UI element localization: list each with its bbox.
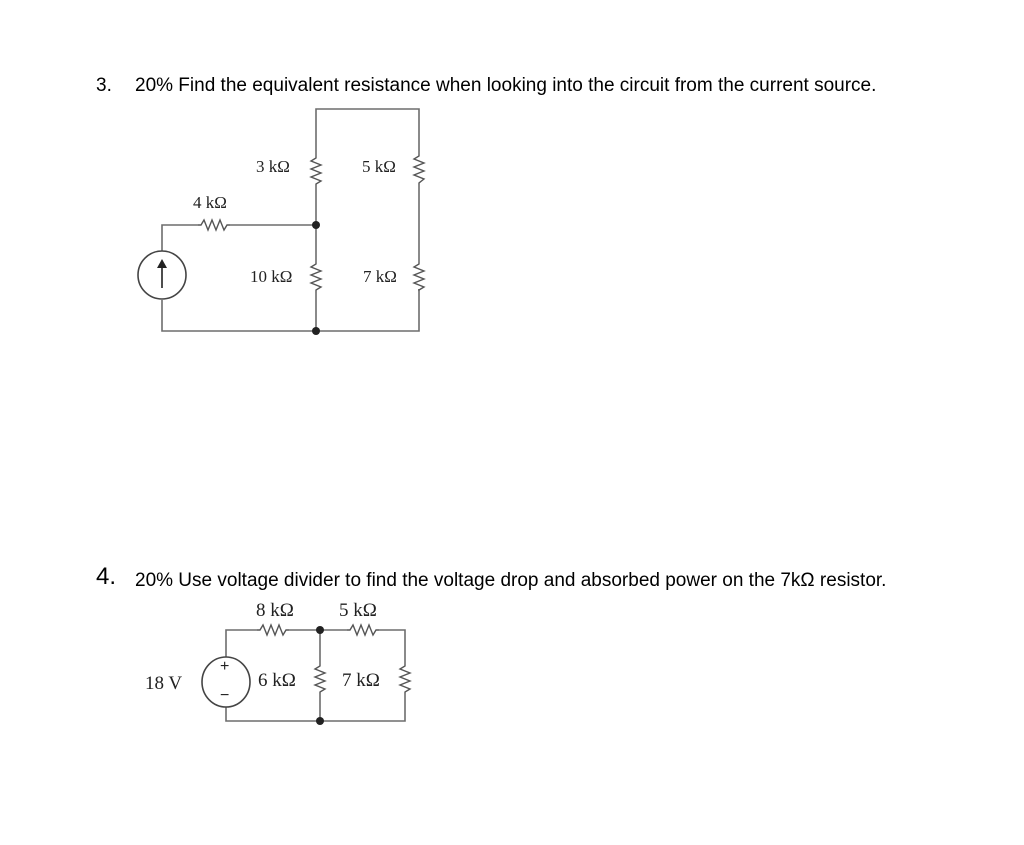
resistor-label: 3 kΩ [256, 157, 290, 176]
resistor-5k [347, 625, 379, 635]
resistor-label: 5 kΩ [362, 157, 396, 176]
question-text: 20% Find the equivalent resistance when looking into the circuit from the current source. [135, 75, 877, 96]
question-text: 20% Use voltage divider to find the voltage drop and absorbed power on the 7kΩ resistor. [135, 570, 887, 591]
voltage-source [202, 657, 250, 707]
node-dot [316, 717, 324, 725]
resistor-label: 8 kΩ [256, 600, 294, 621]
resistor-6k [315, 664, 325, 694]
resistor-label: 7 kΩ [363, 267, 397, 286]
resistor-label: 7 kΩ [342, 670, 380, 691]
minus-sign: − [220, 687, 230, 704]
resistor-8k [257, 625, 289, 635]
resistor-label: 4 kΩ [193, 193, 227, 212]
resistor-label: 6 kΩ [258, 670, 296, 691]
resistor-7k [400, 664, 410, 694]
resistor-label: 10 kΩ [250, 267, 293, 286]
resistor-label: 5 kΩ [339, 600, 377, 621]
plus-sign: + [220, 658, 230, 675]
source-label: 18 V [145, 673, 183, 694]
question-number: 4. [96, 563, 117, 590]
node-dot [316, 626, 324, 634]
question-number: 3. [96, 75, 112, 96]
